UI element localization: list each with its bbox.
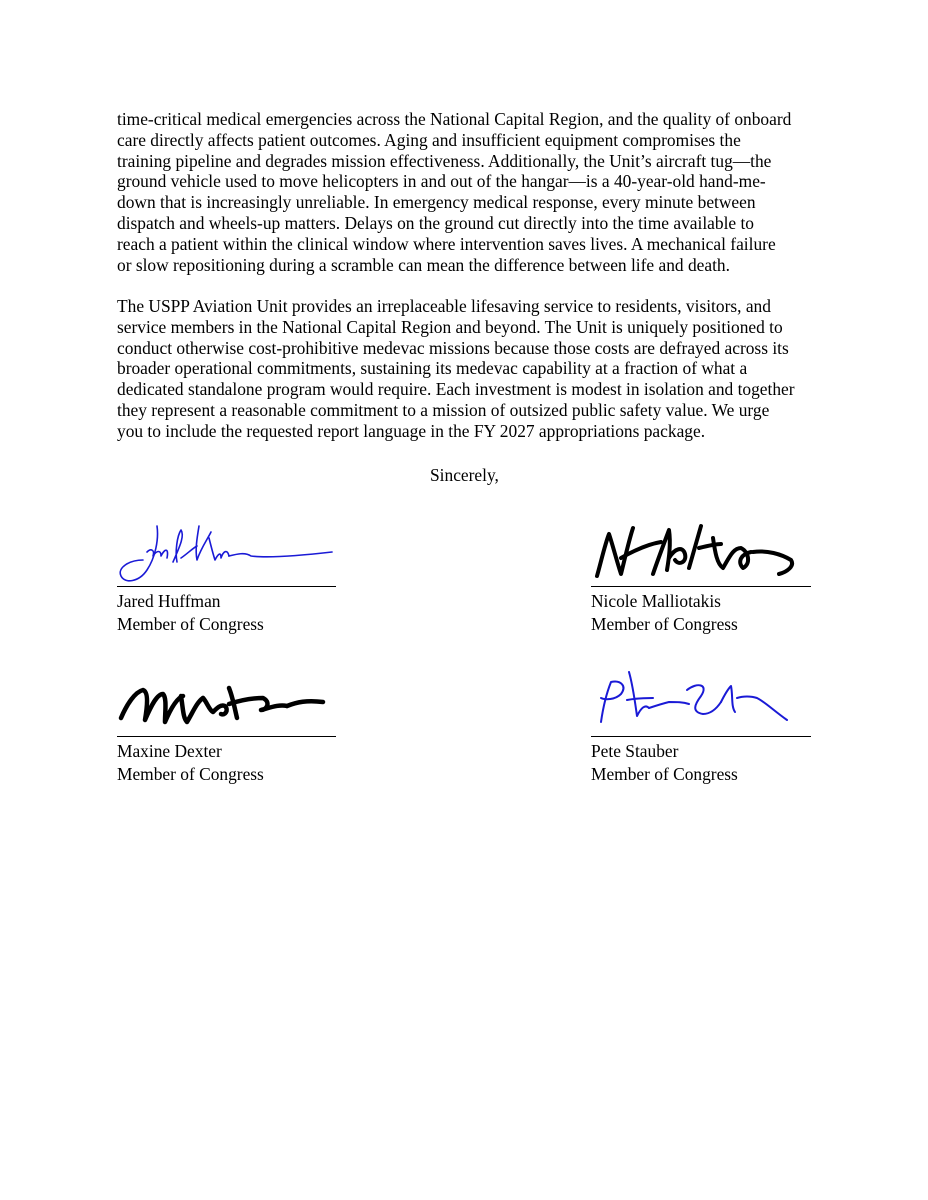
signature-line <box>591 736 811 737</box>
closing-salutation: Sincerely, <box>430 465 499 485</box>
signature-line <box>117 736 336 737</box>
signatory-name: Pete Stauber <box>591 741 679 761</box>
signature-line <box>117 586 336 587</box>
signatory-title: Member of Congress <box>117 614 264 634</box>
text-line: reach a patient within the clinical window where intervention saves lives. A mechanical failure <box>117 233 776 254</box>
text-line: service members in the National Capital Region and beyond. The Unit is uniquely positioned to <box>117 316 783 337</box>
text-line: they represent a reasonable commitment to a mission of outsized public safety value. We urge <box>117 399 770 420</box>
signature-huffman-stroke <box>120 526 332 581</box>
text-line: training pipeline and degrades mission effectiveness. Additionally, the Unit’s aircraft tug—the <box>117 150 772 171</box>
text-line: The USPP Aviation Unit provides an irreplaceable lifesaving service to residents, visitors, and <box>117 296 771 316</box>
text-line: broader operational commitments, sustaining its medevac capability at a fraction of what a <box>117 358 748 379</box>
body-paragraph-2 <box>117 296 829 442</box>
text-line: dispatch and wheels-up matters. Delays on the ground cut directly into the time available to <box>117 212 754 233</box>
signatory-name: Jared Huffman <box>117 591 221 611</box>
text-line: or slow repositioning during a scramble can mean the difference between life and death. <box>117 254 730 275</box>
text-line: dedicated standalone program would require. Each investment is modest in isolation and together <box>117 379 795 400</box>
signature-malliotakis-stroke <box>597 526 792 576</box>
signature-stauber-stroke <box>601 672 787 722</box>
text-line: time-critical medical emergencies across the National Capital Region, and the quality of onboard <box>117 109 792 129</box>
signature-huffman-image <box>117 518 347 588</box>
body-paragraph-1 <box>117 109 829 275</box>
signature-malliotakis-image <box>591 518 821 588</box>
signatory-title: Member of Congress <box>591 614 738 634</box>
signatory-name: Maxine Dexter <box>117 741 222 761</box>
signature-dexter-stroke <box>121 688 323 722</box>
text-line: ground vehicle used to move helicopters in and out of the hangar—is a 40-year-old hand-me- <box>117 171 766 192</box>
signature-line <box>591 586 811 587</box>
text-line: down that is increasingly unreliable. In emergency medical response, every minute between <box>117 192 756 213</box>
text-line: conduct otherwise cost-prohibitive medevac missions because those costs are defrayed across its <box>117 337 789 358</box>
signatory-name: Nicole Malliotakis <box>591 591 721 611</box>
signature-dexter-image <box>117 668 347 738</box>
text-line: you to include the requested report language in the FY 2027 appropriations package. <box>117 420 706 441</box>
text-line: care directly affects patient outcomes. Aging and insufficient equipment compromises the <box>117 129 741 150</box>
signatory-title: Member of Congress <box>591 764 738 784</box>
signatory-title: Member of Congress <box>117 764 264 784</box>
signature-stauber-image <box>591 668 821 738</box>
